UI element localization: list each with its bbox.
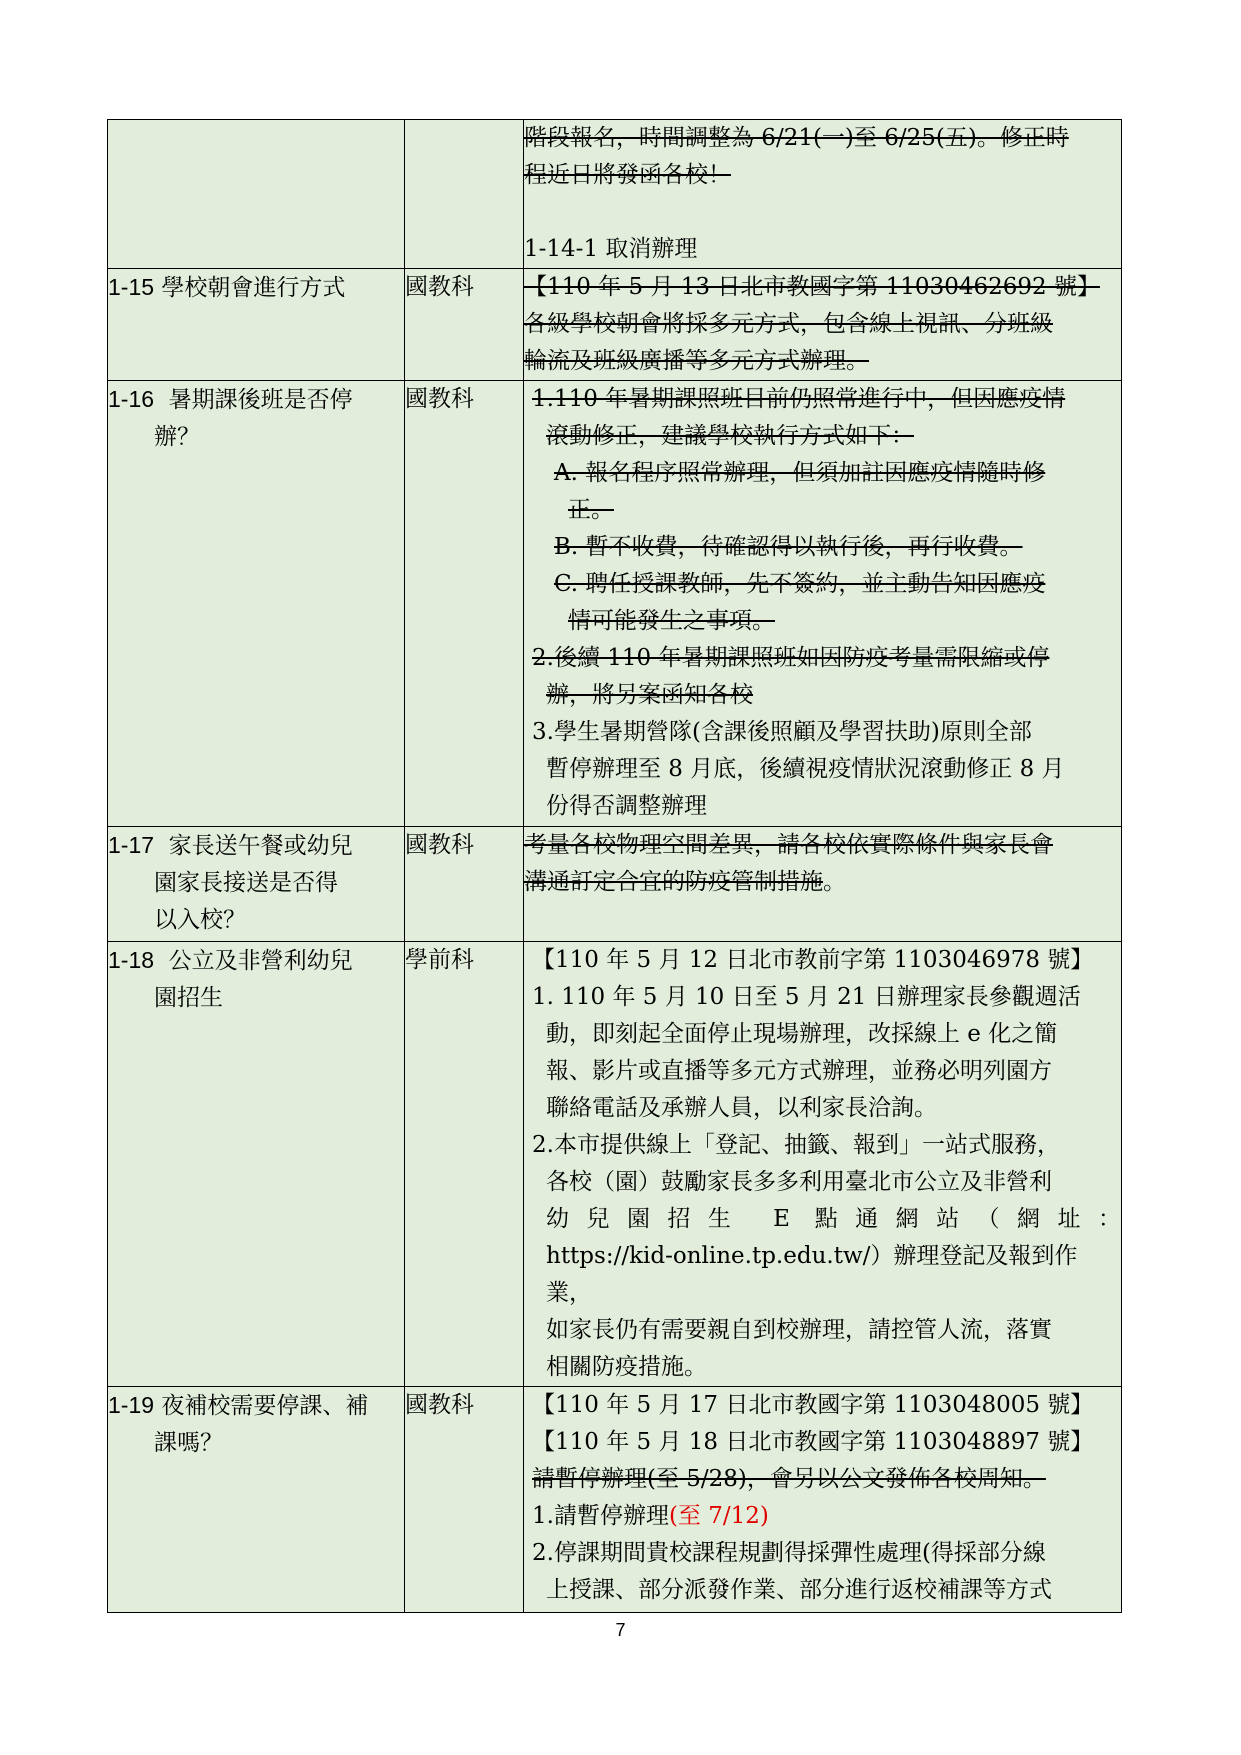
content-line: (至 7/12) [668,1503,769,1529]
content-line: 辦，將另案函知各校 [546,682,753,708]
content-line: C. 聘任授課教師，先不簽約，並主動告知因應疫 [554,571,1046,597]
content-line: A. 報名程序照常辦理，但須加註因應疫情隨時修 [554,460,1046,486]
unit-cell [405,120,524,269]
content-cell [524,827,1122,942]
item-topic-cont: 園招生 [154,985,223,1011]
topic-cell [108,1387,405,1613]
item-number: 1-17 [108,832,155,858]
topic-cell [108,942,405,1387]
content-line: 如家長仍有需要親自到校辦理，請控管人流，落實 [546,1317,1052,1343]
content-line: 【110 年 5 月 13 日北市教國字第 11030462692 號】 [524,274,1100,300]
item-topic: 暑期課後班是否停 [168,387,353,413]
content-line: 正。 [568,497,614,523]
content-cell [524,1387,1122,1613]
content-line: 2.停課期間貴校課程規劃得採彈性處理(得採部分線 [532,1540,1046,1566]
content-line: 相關防疫措施。 [546,1354,707,1380]
content-line: 3.學生暑期營隊(含課後照顧及學習扶助)原則全部 [532,719,1032,745]
content-line: 階段報名，時間調整為 6/21(一)至 6/25(五)。修正時 [524,125,1069,151]
content-line: 份得否調整辦理 [546,793,707,819]
content-line: 動，即刻起全面停止現場辦理，改採線上 e 化之簡 [546,1021,1058,1047]
item-topic: 公立及非營利幼兒 [168,948,353,974]
announcement-table [107,119,1122,1613]
content-cell [524,269,1122,381]
item-topic: 家長送午餐或幼兒 [168,833,353,859]
content-line: https://kid-online.tp.edu.tw/）辦理登記及報到作業， [546,1243,1078,1306]
topic-cell [108,269,405,381]
table-row [108,942,1122,1387]
content-line: 1. 110 年 5 月 10 日至 5 月 21 日辦理家長參觀週活 [532,984,1081,1010]
content-line: 【110 年 5 月 18 日北市教國字第 1103048897 號】 [532,1429,1094,1455]
item-number: 1-19 [108,1392,155,1418]
table-row [108,827,1122,942]
item-topic-cont: 園家長接送是否得 [154,870,338,896]
item-number: 1-16 [108,386,155,412]
table-row [108,381,1122,827]
content-line: 溝通訂定合宜的防疫管制措施 [524,869,823,895]
unit-cell: 國教科 [405,269,524,381]
content-line: 上授課、部分派發作業、部分進行返校補課等方式 [546,1577,1052,1603]
unit-cell: 學前科 [405,942,524,1387]
content-line: 聯絡電話及承辦人員，以利家長洽詢。 [546,1095,937,1121]
content-line: 輪流及班級廣播等多元方式辦理。 [524,348,869,374]
content-line: 各校（園）鼓勵家長多多利用臺北市公立及非營利 [546,1169,1052,1195]
content-line: 1.110 年暑期課照班目前仍照常進行中，但因應疫情 [532,386,1066,412]
content-line: 。 [823,869,846,895]
content-line: 幼兒園招生 E 點通網站（網址： [546,1206,1121,1232]
unit-cell: 國教科 [405,827,524,942]
unit-cell: 國教科 [405,381,524,827]
content-line: 各級學校朝會將採多元方式，包含線上視訊、分班級 [524,311,1053,337]
content-line: 【110 年 5 月 12 日北市教前字第 1103046978 號】 [532,947,1094,973]
item-topic-cont: 以入校？ [154,907,246,933]
unit-cell: 國教科 [405,1387,524,1613]
item-topic: 夜補校需要停課、補 [161,1393,369,1419]
content-line: B. 暫不收費，待確認得以執行後，再行收費。 [554,534,1023,560]
content-cell [524,942,1122,1387]
item-topic: 學校朝會進行方式 [161,275,346,301]
content-line: 【110 年 5 月 17 日北市教國字第 1103048005 號】 [532,1392,1094,1418]
content-line: 滾動修正，建議學校執行方式如下： [546,423,914,449]
item-topic-cont: 課嗎？ [154,1430,223,1456]
content-line: 2.後續 110 年暑期課照班如因防疫考量需限縮或停 [532,645,1050,671]
item-number: 1-18 [108,947,155,973]
table-row [108,1387,1122,1613]
topic-cell [108,120,405,269]
page-number: 7 [615,1620,626,1640]
content-line: 程近日將發函各校！ [524,162,731,188]
item-number: 1-15 [108,274,155,300]
table-row [108,120,1122,269]
content-line: 1.請暫停辦理 [532,1503,669,1529]
content-line: 2.本市提供線上「登記、抽籤、報到」一站式服務， [532,1132,1060,1158]
content-cell [524,381,1122,827]
topic-cell [108,381,405,827]
content-cell [524,120,1122,269]
topic-cell [108,827,405,942]
content-line: 暫停辦理至 8 月底，後續視疫情狀況滾動修正 8 月 [546,756,1065,782]
content-line: 報、影片或直播等多元方式辦理，並務必明列園方 [546,1058,1052,1084]
content-line: 考量各校物理空間差異，請各校依實際條件與家長會 [524,832,1053,858]
item-topic-cont: 辦？ [154,424,200,450]
content-line: 情可能發生之事項。 [568,608,775,634]
content-line: 請暫停辦理(至 5/28)，會另以公文發佈各校周知。 [532,1466,1046,1492]
content-line: 1-14-1 取消辦理 [524,236,698,262]
table-row [108,269,1122,381]
